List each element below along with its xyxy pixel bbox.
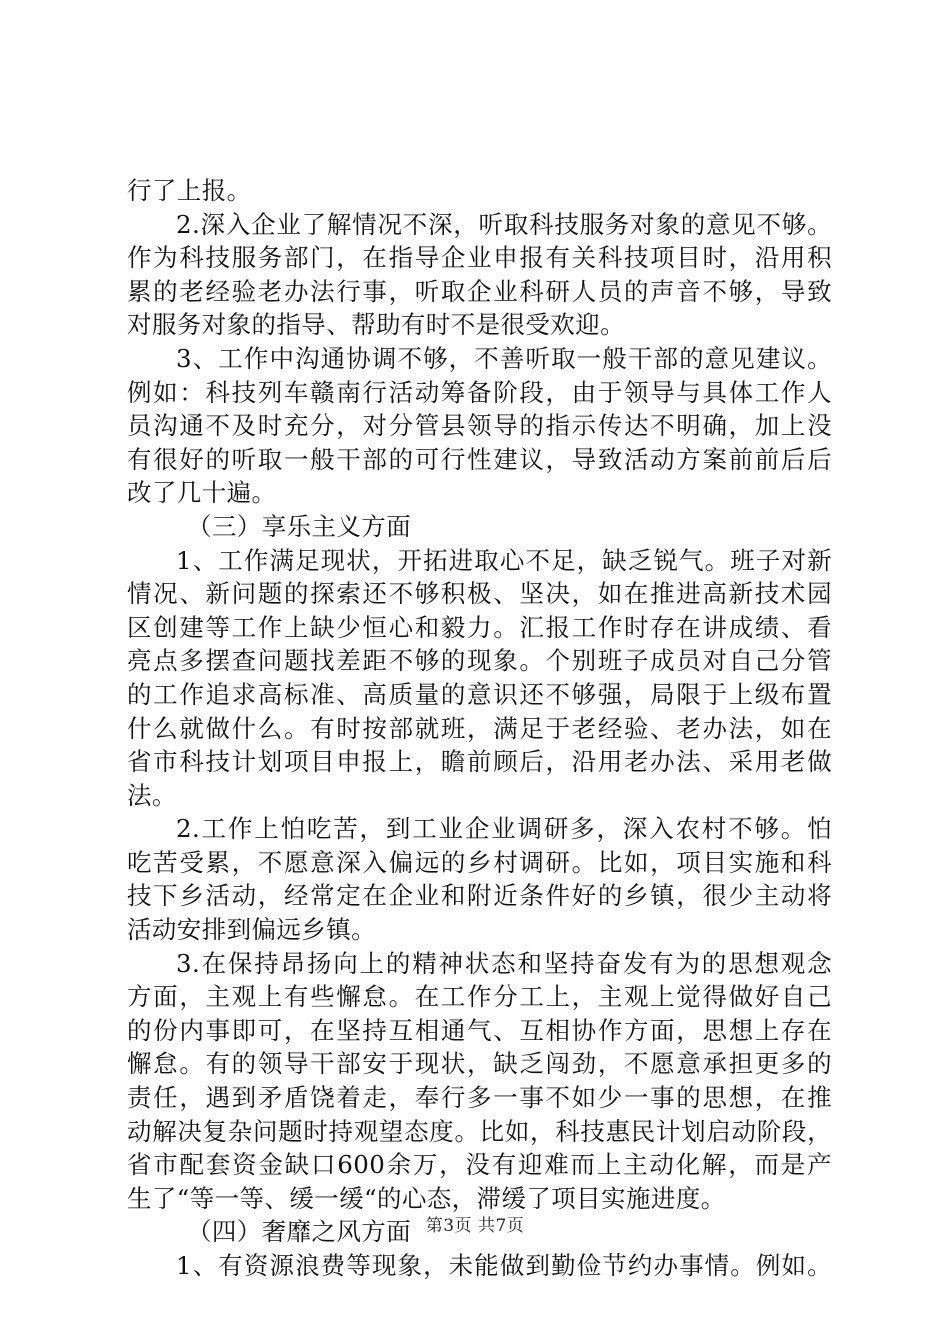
text-line: 对服务对象的指导、帮助有时不是很受欢迎。 bbox=[127, 310, 625, 340]
text-line: 区创建等工作上缺少恒心和毅力。汇报工作时存在讲成绩、看 bbox=[127, 612, 832, 642]
paragraph-start-line: 3、工作中沟通协调不够，不善听取一般干部的意见建议。 bbox=[176, 343, 832, 373]
text-line: 情况、新问题的探索还不够积极、坚决，如在推进高新技术园 bbox=[127, 579, 832, 609]
paragraph-start-line: 1、工作满足现状，开拓进取心不足，缺乏锐气。班子对新 bbox=[176, 545, 832, 575]
text-line: 技下乡活动，经常定在企业和附近条件好的乡镇，很少主动将 bbox=[127, 881, 832, 911]
text-line: 什么就做什么。有时按部就班，满足于老经验、老办法，如在 bbox=[127, 713, 832, 743]
paragraph-start-line: 2.工作上怕吃苦，到工业企业调研多，深入农村不够。怕 bbox=[176, 814, 832, 844]
text-line: 省市配套资金缺口600余万，没有迎难而上主动化解，而是产 bbox=[127, 1150, 832, 1180]
text-line: 懈怠。有的领导干部安于现状，缺乏闯劲，不愿意承担更多的 bbox=[127, 1049, 832, 1079]
text-line: 作为科技服务部门，在指导企业申报有关科技项目时，沿用积 bbox=[127, 243, 832, 273]
text-line: 累的老经验老办法行事，听取企业科研人员的声音不够，导致 bbox=[127, 276, 832, 306]
text-line: 改了几十遍。 bbox=[127, 478, 277, 508]
text-line: 方面，主观上有些懈怠。在工作分工上，主观上觉得做好自己 bbox=[127, 982, 832, 1012]
text-line: 法。 bbox=[127, 780, 177, 810]
text-line: 行了上报。 bbox=[127, 176, 252, 205]
text-line: 生了“等一等、缓一缓“的心态，滞缓了项目实施进度。 bbox=[127, 1183, 726, 1213]
text-line: 的工作追求高标准、高质量的意识还不够强，局限于上级布置 bbox=[127, 679, 832, 709]
paragraph-start-line: 3.在保持昂扬向上的精神状态和坚持奋发有为的思想观念 bbox=[176, 948, 832, 978]
section-heading: （四）奢靡之风方面 bbox=[187, 1217, 412, 1247]
document-body bbox=[127, 174, 832, 1283]
text-line: 亮点多摆查问题找差距不够的现象。个别班子成员对自己分管 bbox=[127, 646, 832, 676]
text-line: 例如：科技列车赣南行活动筹备阶段，由于领导与具体工作人 bbox=[127, 377, 832, 407]
text-line: 有很好的听取一般干部的可行性建议，导致活动方案前前后后 bbox=[127, 444, 832, 474]
text-line: 吃苦受累，不愿意深入偏远的乡村调研。比如，项目实施和科 bbox=[127, 847, 832, 877]
paragraph-start-line: 2.深入企业了解情况不深，听取科技服务对象的意见不够。 bbox=[176, 209, 832, 239]
page-number-footer: 第3页 共7页 bbox=[425, 1216, 525, 1236]
text-line: 责任，遇到矛盾饶着走，奉行多一事不如少一事的思想，在推 bbox=[127, 1083, 832, 1113]
text-line: 的份内事即可，在坚持互相通气、互相协作方面，思想上存在 bbox=[127, 1015, 832, 1045]
section-heading: （三）享乐主义方面 bbox=[187, 511, 412, 541]
paragraph-start-line: 1、有资源浪费等现象，未能做到勤俭节约办事情。例如。 bbox=[176, 1251, 832, 1280]
text-line: 活动安排到偏远乡镇。 bbox=[127, 915, 376, 945]
text-line: 员沟通不及时充分，对分管县领导的指示传达不明确，加上没 bbox=[127, 411, 832, 441]
text-line: 省市科技计划项目申报上，瞻前顾后，沿用老办法、采用老做 bbox=[127, 747, 832, 777]
text-line: 动解决复杂问题时持观望态度。比如，科技惠民计划启动阶段， bbox=[127, 1116, 832, 1146]
